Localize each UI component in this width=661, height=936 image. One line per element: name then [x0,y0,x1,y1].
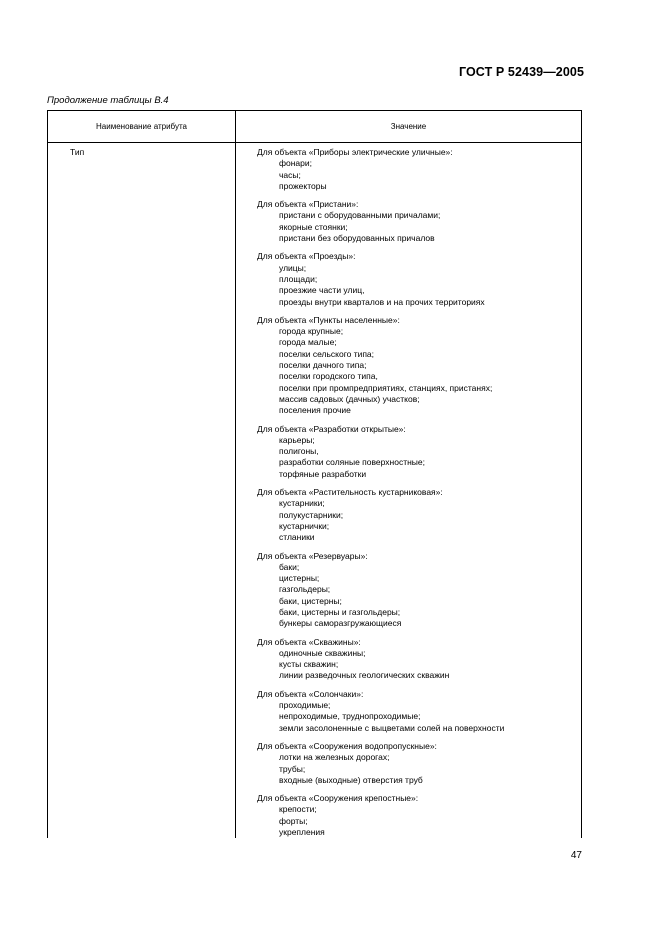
value-item: полукустарники; [279,509,344,520]
value-item: цистерны; [279,573,320,584]
document-code: ГОСТ Р 52439—2005 [458,65,584,79]
attribute-table [47,110,582,838]
value-item: поселки городского типа, [279,371,378,382]
value-group-title: Для объекта «Скважины»: [257,636,361,647]
value-item: входные (выходные) отверстия труб [279,774,423,785]
value-item: полигоны, [279,446,319,457]
value-item: поселки дачного типа; [279,360,367,371]
column-divider [235,111,236,838]
value-group [257,551,577,630]
value-item: укрепления [279,827,325,838]
value-group-title: Для объекта «Растительность кустарниковая»: [257,487,443,498]
value-group [257,637,577,682]
value-item: бункеры саморазгружающиеся [279,618,402,629]
value-item: баки, цистерны и газгольдеры; [279,606,401,617]
value-item: земли засолоненные с выцветами солей на поверхности [279,722,505,733]
value-group-title: Для объекта «Разработки открытые»: [257,423,406,434]
value-item: газгольдеры; [279,584,331,595]
value-item: часы; [279,169,301,180]
value-item: баки; [279,561,300,572]
attribute-values [257,147,577,845]
page-number: 47 [570,850,582,861]
value-item: крепости; [279,804,317,815]
value-item: якорные стоянки; [279,221,348,232]
value-item: поселки при промпредприятиях, станциях, пристанях; [279,382,493,393]
value-item: площади; [279,273,318,284]
value-item: одиночные скважины; [279,647,366,658]
value-item: проезды внутри кварталов и на прочих территориях [279,296,485,307]
value-group-title: Для объекта «Солончаки»: [257,688,364,699]
attribute-name: Тип [70,147,85,157]
value-item: пристани без оборудованных причалов [279,233,435,244]
value-item: фонари; [279,158,312,169]
value-item: кусты скважин; [279,659,339,670]
value-item: непроходимые, труднопроходимые; [279,711,421,722]
value-item: торфяные разработки [279,468,367,479]
value-group [257,424,577,480]
value-item: трубы; [279,763,306,774]
value-group [257,251,577,307]
value-item: проезжие части улиц, [279,285,365,296]
value-item: стланики [279,532,315,543]
value-item: разработки соляные поверхностные; [279,457,425,468]
column-header-value: Значение [390,122,427,131]
value-group [257,147,577,192]
value-group-title: Для объекта «Резервуары»: [257,550,368,561]
value-item: поселения прочие [279,405,351,416]
value-item: массив садовых (дачных) участков; [279,393,420,404]
value-group [257,793,577,838]
value-item: карьеры; [279,434,315,445]
table-caption: Продолжение таблицы В.4 [47,95,169,106]
value-group-title: Для объекта «Сооружения водопропускные»: [257,740,437,751]
value-group-title: Для объекта «Пристани»: [257,199,359,210]
value-item: баки, цистерны; [279,595,342,606]
value-group [257,199,577,244]
value-group-title: Для объекта «Пункты населенные»: [257,314,400,325]
value-group [257,487,577,543]
value-group-title: Для объекта «Проезды»: [257,251,356,262]
value-item: кустарнички; [279,520,330,531]
value-item: форты; [279,815,308,826]
value-item: линии разведочных геологических скважин [279,670,450,681]
value-item: прожекторы [279,180,327,191]
value-item: города малые; [279,337,337,348]
value-item: проходимые; [279,700,331,711]
value-item: улицы; [279,262,307,273]
value-group [257,689,577,734]
header-divider [48,142,581,143]
value-item: лотки на железных дорогах; [279,752,390,763]
value-group-title: Для объекта «Сооружения крепостные»: [257,793,419,804]
value-group [257,315,577,417]
value-item: города крупные; [279,326,344,337]
column-header-attribute: Наименование атрибута [96,122,187,131]
value-group [257,741,577,786]
value-item: пристани с оборудованными причалами; [279,210,441,221]
value-item: поселки сельского типа; [279,348,375,359]
value-item: кустарники; [279,498,325,509]
value-group-title: Для объекта «Приборы электрические уличные»: [257,147,453,157]
